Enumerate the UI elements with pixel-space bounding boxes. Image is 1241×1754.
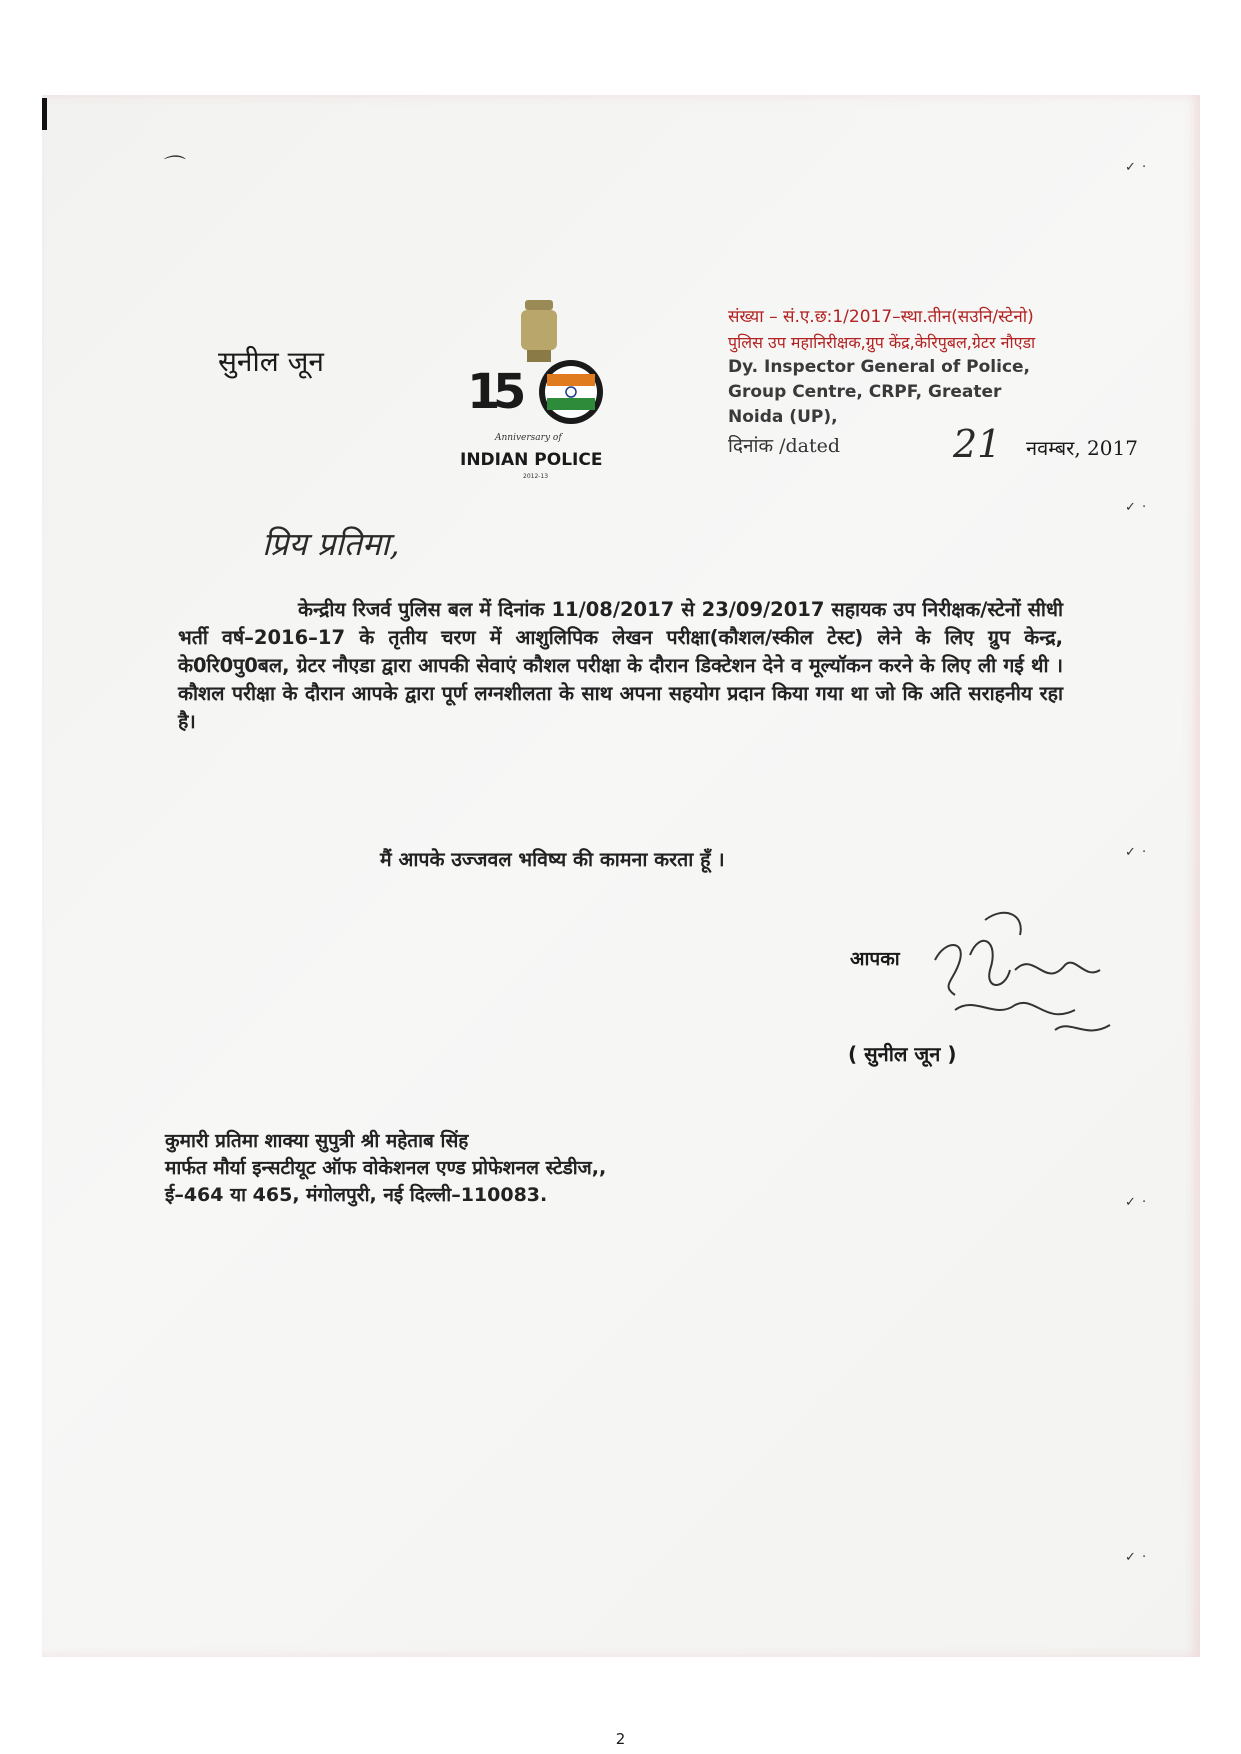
svg-text:5: 5 xyxy=(493,364,527,420)
signatory-name: ( सुनील जून ) xyxy=(848,1042,957,1066)
scan-edge-mark xyxy=(42,98,47,130)
date-month-year: नवम्बर, 2017 xyxy=(1026,436,1138,460)
page-number: 2 xyxy=(615,1730,626,1748)
wish-line: मैं आपके उज्जवल भविष्य की कामना करता हूँ । xyxy=(380,848,725,871)
pen-mark: ⌒ xyxy=(160,155,183,180)
margin-mark: ✓ · xyxy=(1125,845,1148,860)
reference-block xyxy=(728,305,1168,464)
sender-name: सुनील जून xyxy=(218,345,324,378)
margin-mark: ✓ · xyxy=(1125,160,1148,175)
margin-mark: ✓ · xyxy=(1125,1195,1148,1210)
national-emblem-icon xyxy=(521,300,557,362)
police-anniversary-logo xyxy=(455,298,623,500)
recipient-line2: मार्फत मौर्या इन्सटीयूट ऑफ वोकेशनल एण्ड प्रोफेशनल स्टेडीज,, xyxy=(165,1157,607,1179)
date-label: दिनांक /dated xyxy=(728,435,841,457)
body-paragraph: केन्द्रीय रिजर्व पुलिस बल में दिनांक 11/08/2017 से 23/09/2017 सहायक उप निरीक्षक/स्टेनों सीधी भर्ती वर्ष–2016–17 के तृतीय चरण में आशुलिपिक लेखन परीक्षा(कौशल/स्कील टेस्ट) लेने के लिए ग्रुप केन्द्र, के0रि0पु0बल, ग्रेटर नौएडा द्वारा आपकी सेवाएं कौशल परीक्षा के दौरान डिक्टेशन देने व मूल्यॉकन करने के लिए ली गई थी । कौशल परीक्षा के दौरान आपके द्वारा पूर्ण लग्नशीलता के साथ अपना सहयोग प्रदान किया गया था जो कि अति सराहनीय रहा है। xyxy=(178,598,1063,733)
svg-text:1: 1 xyxy=(467,364,501,420)
recipient-address xyxy=(165,1128,606,1209)
office-hindi: पुलिस उप महानिरीक्षक,ग्रुप केंद्र,केरिपुबल,ग्रेटर नौएडा xyxy=(728,333,1036,352)
margin-mark: ✓ · xyxy=(1125,1550,1148,1565)
anniversary-text: Anniversary of xyxy=(495,433,562,443)
logo-title: INDIAN POLICE xyxy=(460,450,603,470)
reference-number: संख्या – सं.ए.छ:1/2017–स्था.तीन(सउनि/स्टेनो) xyxy=(728,307,1034,327)
logo-years: 2012-13 xyxy=(523,473,549,480)
office-english-line1: Dy. Inspector General of Police, xyxy=(728,357,1031,377)
recipient-line1: कुमारी प्रतिमा शाक्या सुपुत्री श्री महेताब सिंह xyxy=(165,1130,469,1152)
margin-mark: ✓ · xyxy=(1125,500,1148,515)
office-english-line2: Group Centre, CRPF, Greater xyxy=(728,382,1002,402)
office-english-line3: Noida (UP), xyxy=(728,407,838,427)
letter-body xyxy=(178,596,1063,736)
anniversary-150-mark xyxy=(467,360,603,424)
closing: आपका xyxy=(850,948,900,970)
date-day-handwritten: 21 xyxy=(953,422,1002,466)
signature-image xyxy=(925,900,1115,1050)
recipient-line3: ई–464 या 465, मंगोलपुरी, नई दिल्ली–110083. xyxy=(165,1184,548,1206)
salutation-handwritten: प्रिय प्रतिमा, xyxy=(262,525,400,563)
